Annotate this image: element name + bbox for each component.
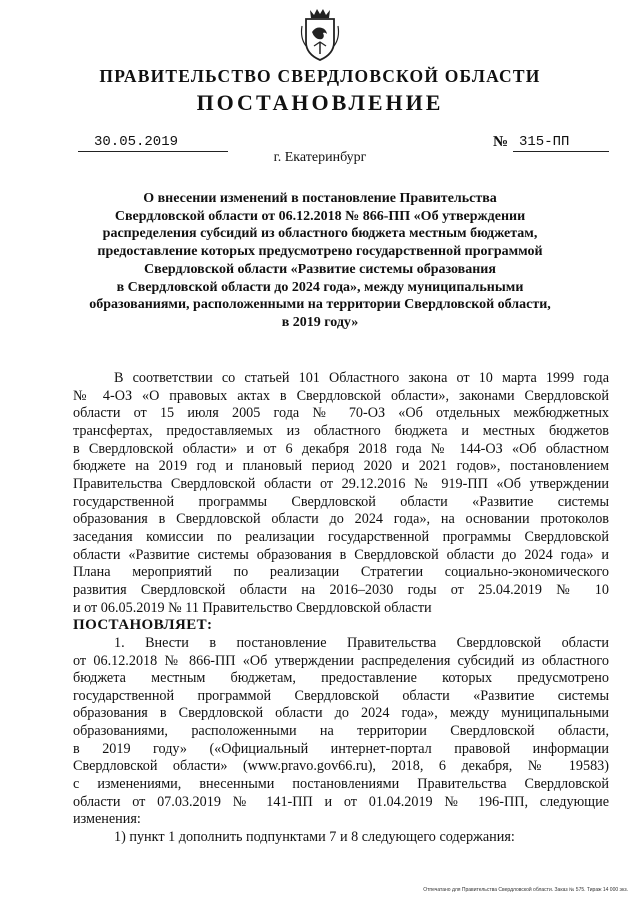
- city: г. Екатеринбург: [273, 150, 367, 165]
- item1-line: образованиями, расположенными на территории Свердловской области,: [73, 723, 609, 740]
- document-body: [73, 370, 609, 847]
- preamble-line: государственной программы Свердловской области «Развитие системы: [73, 493, 609, 510]
- item1-line: в 2019 году» («Официальный интернет-портал правовой информации: [73, 740, 609, 757]
- heading-line: образованиями, расположенными на территории Свердловской области,: [89, 297, 551, 313]
- preamble-line: и от 06.05.2019 № 11 Правительство Свердловской области: [73, 599, 432, 616]
- preamble-line: № 4-ОЗ «О правовых актах в Свердловской области», законами Свердловской: [73, 387, 609, 404]
- preamble-line: области «Развитие системы образования в Свердловской области до 2024 года» и: [73, 546, 609, 563]
- subitem-line: 1) пункт 1 дополнить подпунктами 7 и 8 следующего содержания:: [114, 829, 515, 846]
- print-footer: Отпечатано для Правительства Свердловской области. Заказ № 575. Тираж 14 000 экз.: [423, 887, 628, 893]
- heading-line: предоставление которых предусмотрено государственной программой: [97, 244, 543, 260]
- heading-line: распределения субсидий из областного бюджета местным бюджетам,: [102, 226, 538, 242]
- preamble-line: трансфертах, предоставляемых из областного бюджета и местных бюджетов: [73, 422, 609, 439]
- item1-line: бюджета местным бюджетам, предоставление которых предусмотрено: [73, 670, 609, 687]
- item1-line: государственной программой Свердловской области «Развитие системы: [73, 687, 609, 704]
- item1-line: Свердловской области» (www.pravo.gov66.ru), 2018, 6 декабря, № 19583): [73, 758, 609, 775]
- preamble-line: в Свердловской области» и от 6 декабря 2018 года № 144-ОЗ «Об областном: [73, 440, 609, 457]
- heading-line: Свердловской области «Развитие системы образования: [144, 261, 496, 277]
- heading-line: в Свердловской области до 2024 года», между муниципальными: [116, 279, 524, 295]
- item1-line: с изменениями, внесенными постановлениями Правительства Свердловской: [73, 776, 609, 793]
- document-heading: [80, 190, 560, 332]
- heading-line: Свердловской области от 06.12.2018 № 866-ПП «Об утверждении: [114, 208, 526, 224]
- preamble-line: заседания комиссии по реализации государственной программы Свердловской: [73, 528, 609, 545]
- resolves-heading: ПОСТАНОВЛЯЕТ:: [73, 617, 213, 634]
- preamble-line: развития Свердловской области на 2016–2030 годы от 25.04.2019 № 10: [73, 581, 609, 598]
- preamble-line: образования в Свердловской области до 2024 года», на основании протоколов: [73, 511, 609, 528]
- preamble-line: бюджете на 2019 год и плановый период 2020 и 2021 годов», постановлением: [73, 458, 609, 475]
- preamble-line: Правительства Свердловской области от 29.12.2016 № 919-ПП «Об утверждении: [73, 475, 609, 492]
- heading-line: в 2019 году»: [281, 314, 359, 330]
- item1-line: изменения:: [73, 811, 141, 828]
- preamble-line: области от 15 июля 2005 года № 70-ОЗ «Об отдельных межбюджетных: [73, 405, 609, 422]
- number-sign: №: [493, 134, 509, 150]
- item1-line: 1. Внести в постановление Правительства Свердловской области: [114, 634, 609, 651]
- item1-line: образования в Свердловской области до 2024 года», между муниципальными: [73, 705, 609, 722]
- heading-line: О внесении изменений в постановление Правительства: [143, 191, 497, 206]
- preamble-line: В соответствии со статьей 101 Областного закона от 10 марта 1999 года: [114, 370, 609, 386]
- preamble-line: Плана мероприятий по реализации Стратегии социально-экономического: [73, 564, 609, 581]
- document-date: 30.05.2019: [94, 134, 179, 150]
- government-title: ПРАВИТЕЛЬСТВО СВЕРДЛОВСКОЙ ОБЛАСТИ: [99, 66, 541, 86]
- document-number: 315-ПП: [519, 134, 570, 150]
- document-type: ПОСТАНОВЛЕНИЕ: [196, 90, 444, 115]
- item1-line: от 06.12.2018 № 866-ПП «Об утверждении распределения субсидий из областного: [73, 652, 609, 669]
- item1-line: области от 07.03.2019 № 141-ПП и от 01.04.2019 № 196-ПП, следующие: [73, 793, 609, 810]
- coat-of-arms-icon: [298, 6, 342, 62]
